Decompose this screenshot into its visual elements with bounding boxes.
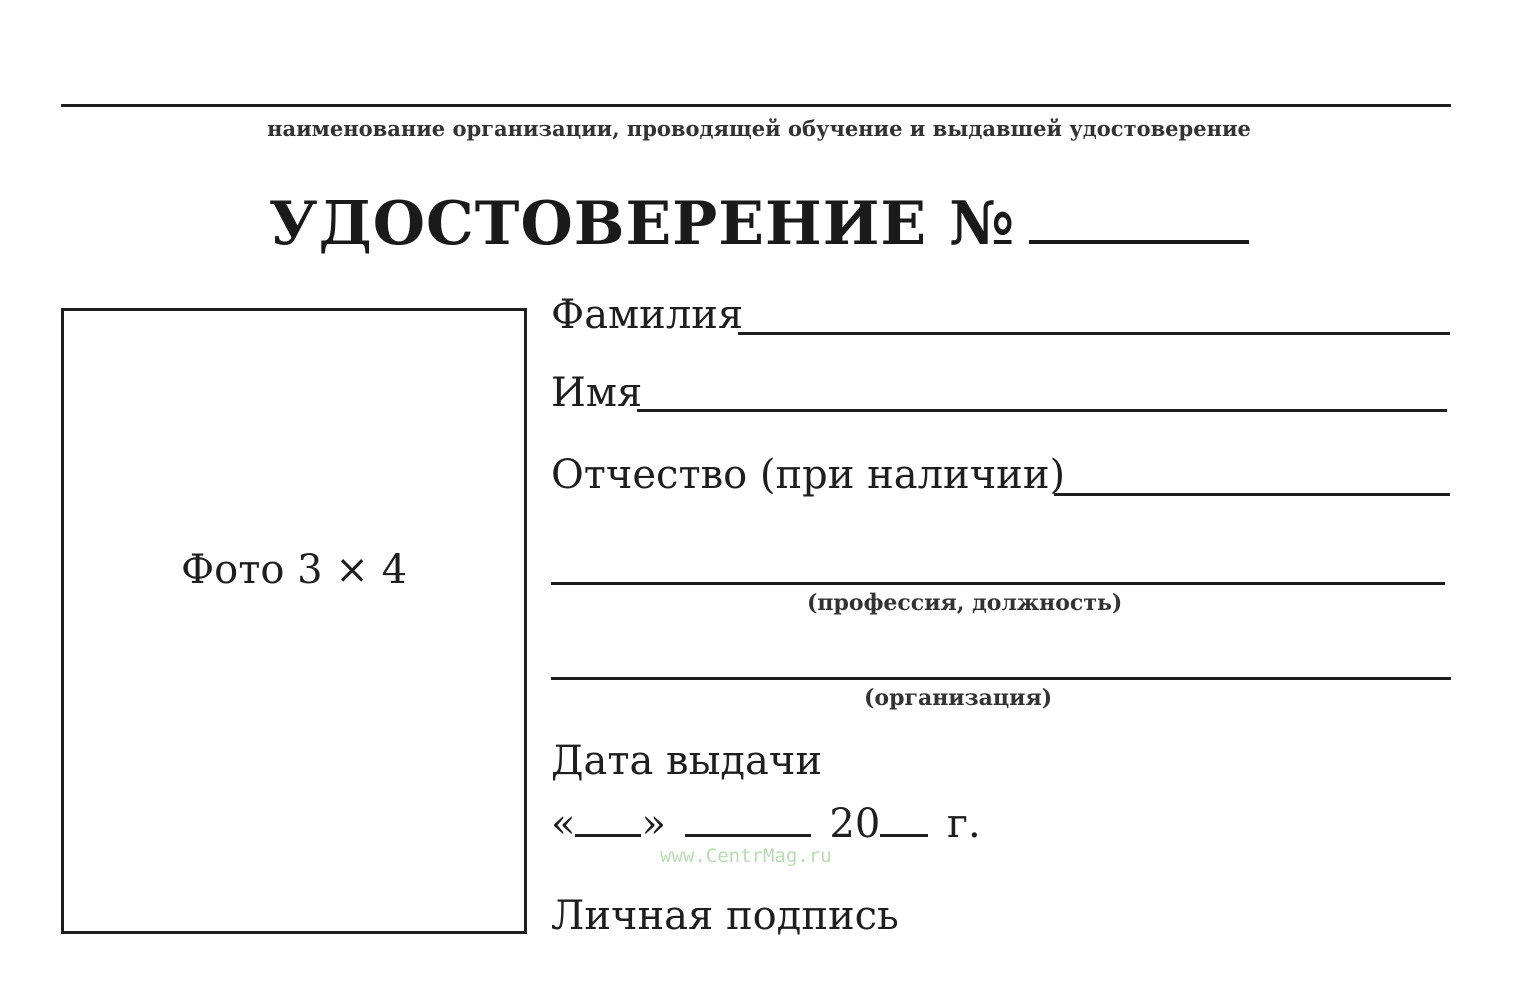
year-suffix: г. [947, 801, 981, 847]
certificate-title-text: УДОСТОВЕРЕНИЕ № [268, 189, 1016, 259]
month-blank [685, 800, 811, 837]
date-close-quote: » [641, 801, 666, 847]
year-century: 20 [829, 801, 881, 847]
issue-date-fields [551, 800, 981, 847]
patronymic-label: Отчество (при наличии) [551, 452, 1066, 498]
certificate-number-blank [1029, 188, 1249, 244]
name-line [637, 409, 1447, 412]
patronymic-line [1054, 493, 1450, 496]
name-label: Имя [551, 370, 643, 416]
day-blank [575, 800, 641, 837]
signature-label: Личная подпись [551, 893, 899, 939]
profession-line [551, 582, 1445, 585]
year-blank [880, 800, 928, 837]
certificate-title [0, 188, 1518, 259]
organization-name-line [61, 104, 1451, 107]
date-open-quote: « [551, 801, 576, 847]
profession-caption: (профессия, должность) [807, 590, 1123, 616]
organization-name-caption: наименование организации, проводящей обучение и выдавшей удостоверение [267, 116, 1251, 141]
surname-label: Фамилия [551, 292, 744, 338]
organization-caption: (организация) [864, 685, 1053, 711]
photo-label: Фото 3 × 4 [180, 547, 408, 593]
issue-date-label: Дата выдачи [551, 738, 822, 784]
photo-placeholder [61, 308, 527, 934]
surname-line [738, 332, 1450, 335]
watermark: www.CentrMag.ru [660, 845, 832, 867]
organization-line [551, 677, 1451, 680]
